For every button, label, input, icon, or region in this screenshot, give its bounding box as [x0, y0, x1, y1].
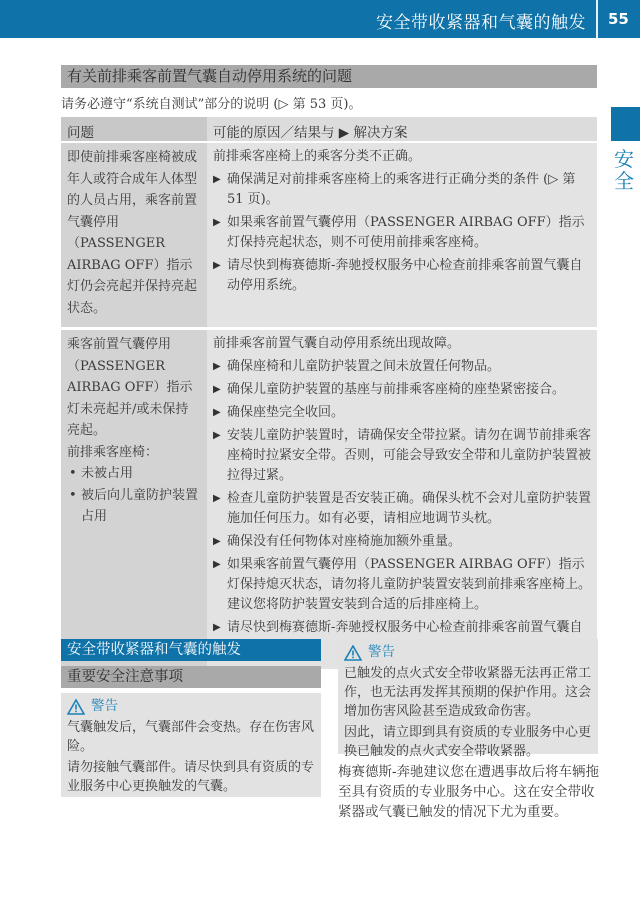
solution-step: [213, 213, 591, 253]
solution-step: [213, 170, 591, 210]
step-text: 确保座椅和儿童防护装置之间未放置任何物品。: [227, 359, 501, 374]
header-title: 安全带收紧器和气囊的触发: [376, 13, 586, 33]
warning-paragraph: 因此，请立即到具有资质的专业服务中心更换已触发的点火式安全带收紧器。: [344, 725, 592, 759]
bullet-dot-icon: •: [69, 487, 77, 503]
solution-cell: [207, 330, 597, 669]
solution-step: [213, 532, 591, 552]
problem-subtext: 前排乘客座椅：: [67, 444, 159, 460]
step-text[interactable]: 确保满足对前排乘客座椅上的乘客进行正确分类的条件 (▷ 第 51 页)。: [227, 172, 576, 207]
problem-cell: [61, 143, 207, 327]
step-text: 安装儿童防护装置时，请确保安全带拉紧。请勿在调节前排乘客座椅时拉紧安全带。否则，可能会导致安全带和儿童防护装置被拉得过紧。: [227, 428, 592, 483]
warning-paragraph: 已触发的点火式安全带收紧器无法再正常工作，也无法再发挥其预期的保护作用。这会增加伤害风险甚至造成致命伤害。: [344, 666, 592, 719]
warning-label: 警告: [91, 698, 118, 714]
step-arrow-icon: ▶: [213, 174, 221, 185]
side-tab-marker: [611, 107, 640, 141]
step-arrow-icon: ▶: [213, 217, 221, 228]
subsection-title-safety-notes: 重要安全注意事项: [61, 666, 321, 688]
header-divider: [596, 0, 598, 38]
solution-step: [213, 256, 591, 296]
solution-step: [213, 555, 591, 615]
solution-step: [213, 426, 591, 486]
column-header-solution: 可能的原因／结果与 ▶ 解决方案: [207, 117, 597, 141]
table-row: [61, 330, 597, 672]
step-text: 确保座垫完全收回。: [227, 405, 345, 420]
page-header: [0, 0, 640, 38]
warning-header: [67, 697, 315, 716]
column-header-problem: 问题: [61, 117, 207, 141]
cause-text: 前排乘客座椅上的乘客分类不正确。: [213, 149, 422, 164]
step-text: 确保没有任何物体对座椅施加额外重量。: [227, 534, 462, 549]
problem-bullet: • 未被占用: [67, 463, 201, 485]
warning-label: 警告: [368, 644, 395, 660]
problem-text: 即使前排乘客座椅被成年人或符合成年人体型的人员占用，乘客前置气囊停用（PASSENGER AIRBAG OFF）指示灯仍会亮起并保持亮起状态。: [67, 150, 198, 316]
solution-step: [213, 489, 591, 529]
table-header-row: [61, 117, 597, 143]
warning-paragraph: 请勿接触气囊部件。请尽快到具有资质的专业服务中心更换触发的气囊。: [67, 760, 315, 794]
problem-table: [61, 117, 597, 672]
warning-box-right: [338, 639, 598, 759]
step-arrow-icon: ▶: [213, 559, 221, 570]
step-arrow-icon: ▶: [213, 493, 221, 504]
problem-cell: [61, 330, 207, 669]
problem-text: 乘客前置气囊停用（PASSENGER AIRBAG OFF）指示灯未亮起并/或未保持亮起。: [67, 337, 193, 438]
step-text: 请尽快到梅赛德斯-奔驰授权服务中心检查前排乘客前置气囊自动停用系统。: [227, 258, 583, 293]
step-arrow-icon: ▶: [213, 430, 221, 441]
solution-cell: [207, 143, 597, 327]
section-title-tensioner-airbag-deployment: 安全带收紧器和气囊的触发: [61, 639, 321, 661]
intro-link[interactable]: 请务必遵守“系统自测试”部分的说明 (▷ 第 53 页)。: [61, 97, 362, 112]
solution-step: [213, 403, 591, 423]
side-tab-label: 安全: [614, 147, 634, 193]
warning-header: [344, 643, 592, 662]
bullet-dot-icon: •: [69, 466, 77, 481]
section-title-airbag-deactivation: 有关前排乘客前置气囊自动停用系统的问题: [61, 65, 597, 88]
intro-text: [61, 93, 362, 112]
step-arrow-icon: ▶: [213, 384, 221, 395]
step-arrow-icon: ▶: [213, 622, 221, 633]
table-row: [61, 143, 597, 330]
solution-step: [213, 357, 591, 377]
page-number: 55: [608, 10, 629, 28]
solution-step: [213, 380, 591, 400]
warning-paragraph: 气囊触发后，气囊部件会变热。存在伤害风险。: [67, 720, 315, 754]
warning-triangle-icon: [67, 699, 85, 715]
warning-triangle-icon: [344, 645, 362, 661]
step-arrow-icon: ▶: [213, 260, 221, 271]
recommendation-paragraph: 梅赛德斯-奔驰建议您在遭遇事故后将车辆拖至具有资质的专业服务中心。这在安全带收紧器或气囊已触发的情况下尤为重要。: [338, 764, 600, 820]
step-text: 如果乘客前置气囊停用（PASSENGER AIRBAG OFF）指示灯保持熄灭状态，请勿将儿童防护装置安装到前排乘客座椅上。建议您将防护装置安装到合适的后排座椅上。: [227, 557, 592, 612]
step-text: 请尽快到梅赛德斯-奔驰授权服务中心检查前排乘客前置气囊自: [227, 620, 583, 635]
step-arrow-icon: ▶: [213, 361, 221, 372]
problem-bullet: • 被后向儿童防护装置占用: [67, 485, 201, 528]
step-text: 检查儿童防护装置是否安装正确。确保头枕不会对儿童防护装置施加任何压力。如有必要，请相应地调节头枕。: [227, 491, 592, 526]
step-arrow-icon: ▶: [213, 407, 221, 418]
step-text: 如果乘客前置气囊停用（PASSENGER AIRBAG OFF）指示灯保持亮起状态，则不可使用前排乘客座椅。: [227, 215, 585, 250]
warning-box-left: [61, 693, 321, 797]
step-arrow-icon: ▶: [213, 536, 221, 547]
cause-text: 前排乘客前置气囊自动停用系统出现故障。: [213, 336, 461, 351]
step-text: 确保儿童防护装置的基座与前排乘客座椅的座垫紧密接合。: [227, 382, 566, 397]
